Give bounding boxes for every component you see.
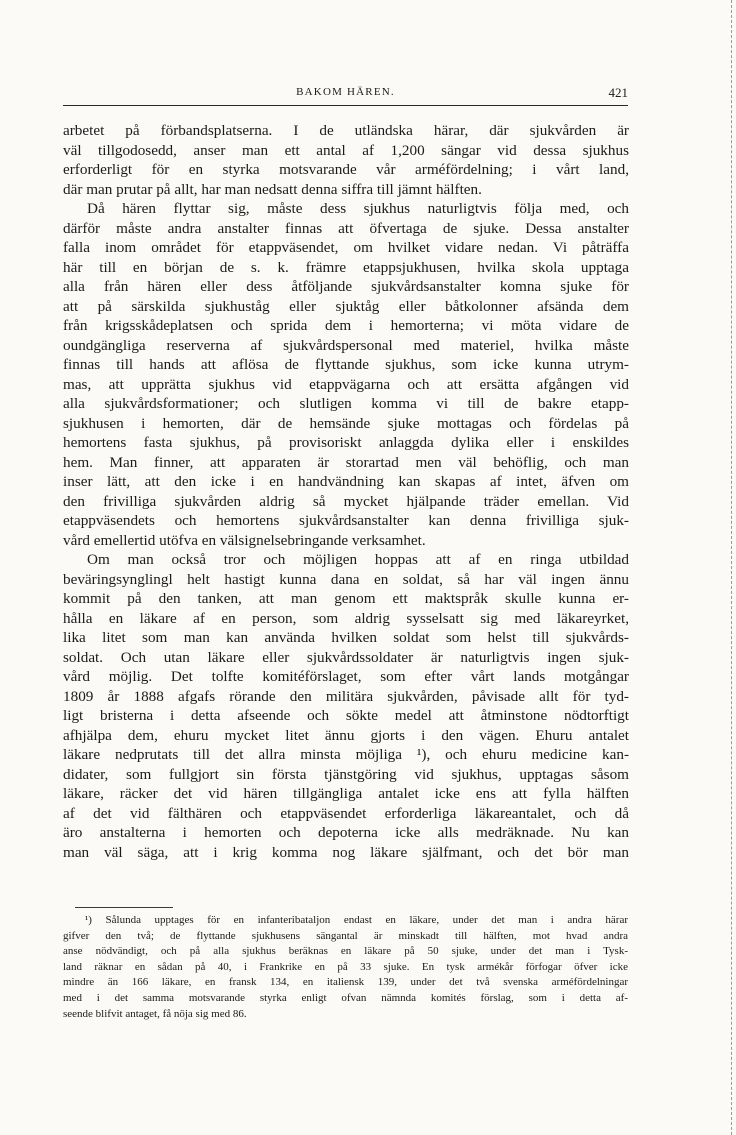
footnote-line: med i det samma motsvarande styrka enligt ofvan nämnda komités förslag, som i detta af- — [63, 991, 628, 1004]
footnote-line: land räknar en sådan på 40, i Frankrike en på 33 sjuke. En tysk armékår förfogar öfver icke — [63, 960, 628, 973]
text-line: erforderligt för en styrka motsvarande vår arméfördelning; i vårt land, — [63, 161, 629, 178]
text-line: att på särskilda sjukhuståg eller sjuktåg eller båtkolonner afsända dem — [63, 297, 629, 315]
text-line: läkare nedprutats till det allra minsta möjliga ¹), och ehuru medicine kan- — [63, 746, 629, 763]
text-line: 1809 år 1888 afgafs rörande den militära sjukvården, påvisade allt för tyd- — [63, 687, 629, 705]
text-line: af det vid fälthären och etappväsendet erforderliga läkareantalet, och då — [63, 804, 629, 822]
text-line: Om man också tror och möjligen hoppas att af en ringa utbildad — [87, 551, 629, 568]
text-line: didater, som fullgjort sin första tjänstgöring vid sjukhus, upptagas såsom — [63, 765, 629, 783]
text-line: mas, att upprätta sjukhus vid etappvägarna och att ersätta afgången vid — [63, 375, 629, 393]
text-line: väl tillgodosedd, anser man ett antal af 1,200 sängar vid dessa sjukhus — [63, 141, 629, 159]
text-line: man väl säga, att i krig komma nog läkare själfmant, och det bör man — [63, 843, 629, 861]
text-line: sjukhusen i hemorten, där de hemsände sjuke mottagas och fördelas på — [63, 414, 629, 432]
text-line: vård möjlig. Det tolfte komitéförslaget, som efter vårt lands motgångar — [63, 668, 629, 685]
text-line: där man prutar på allt, har man nedsatt denna siffra till jämnt hälften. — [63, 180, 482, 198]
text-line: Då hären flyttar sig, måste dess sjukhus naturligtvis följa med, och — [87, 200, 629, 217]
text-line: läkare, räcker det vid hären tillgängliga antalet icke ens att fylla hälften — [63, 785, 629, 802]
footnote-line: gifver den två; de flyttande sjukhusens sängantal är minskadt till hälften, mot hvad andra — [63, 929, 628, 942]
text-line: därför måste andra anstalter finnas att öfvertaga de sjuke. Dessa anstalter — [63, 219, 629, 237]
text-line: soldat. Och utan läkare eller sjukvårdssoldater är naturligtvis ingen sjuk- — [63, 648, 629, 666]
text-line: finnas till hands att aflösa de flyttande sjukhus, som icke kunna utrym- — [63, 356, 629, 373]
text-line: lika litet som man kan använda hvilken soldat som helst till sjukvårds- — [63, 629, 629, 646]
footnote-line: seende blifvit antaget, få nöja sig med 86. — [63, 1007, 247, 1020]
text-line: beväringsynglingl helt hastigt kunna dana en soldat, så har väl ingen ännu — [63, 570, 629, 588]
text-line: falla inom området för etappväsendet, om hvilket vidare nedan. Vi påträffa — [63, 239, 629, 256]
footnote-line: ¹) Sålunda upptages för en infanteribataljon endast en läkare, under det man i andra härar — [85, 914, 628, 926]
page-edge-line — [730, 0, 732, 1135]
page-header — [63, 86, 628, 104]
text-line: inser lätt, att den icke i en handvändning kan skapas af intet, äfven om — [63, 473, 629, 490]
text-line: hemortens fasta sjukhus, på provisoriskt anlaggda dylika eller i enskildes — [63, 434, 629, 451]
text-line: från krigsskådeplatsen och sprida dem i hemorterna; vi möta vidare de — [63, 317, 629, 334]
body-text — [63, 121, 629, 862]
text-line: oundgängliga reserverna af sjukvårdspersonal med materiel, hvilka måste — [63, 336, 629, 354]
text-line: afhjälpa dem, ehuru mycket litet ännu gjorts i den vägen. Ehuru antalet — [63, 726, 629, 744]
footnote-rule — [75, 907, 173, 908]
running-title: BAKOM HÄREN. — [296, 86, 395, 98]
text-line: här till en början de s. k. främre etappsjukhusen, hvilka skola upptaga — [63, 258, 629, 276]
text-line: hålla en läkare af en person, som aldrig sysselsatt sig med läkareyrket, — [63, 609, 629, 627]
page-number: 421 — [608, 85, 628, 100]
text-line: hem. Man finner, att apparaten är storartad men väl behöflig, och man — [63, 453, 629, 471]
text-line: ligt bristerna i detta afseende och sökte medel att åtminstone nödtorftigt — [63, 707, 629, 724]
text-line: äro anstalterna i hemorten och depoterna icke alls medräknade. Nu kan — [63, 824, 629, 841]
text-line: den frivilliga sjukvården aldrig så mycket hjälpande träder emellan. Vid — [63, 492, 629, 510]
text-line: alla från hären eller dess åtföljande sjukvårdsanstalter komna sjuke för — [63, 278, 629, 295]
footnote-line: anse nödvändigt, och på alla sjukhus beräknas en läkare på 50 sjuke, under det man i Tysk- — [63, 945, 628, 958]
text-line: kommit på den tanken, att man genom ett maktspråk skulle kunna er- — [63, 590, 629, 607]
text-line: vård emellertid utöfva en välsignelsebringande verksamhet. — [63, 531, 426, 549]
footnote-line: mindre än 166 läkare, en fransk 134, en italiensk 139, under det två svenska arméfördelningar — [63, 976, 628, 989]
text-line: alla sjukvårdsformationer; och slutligen komma vi till de bakre etapp- — [63, 395, 629, 412]
header-rule — [63, 105, 628, 106]
text-line: arbetet på förbandsplatserna. I de utländska härar, där sjukvården är — [63, 122, 629, 139]
footnotes — [63, 913, 628, 1022]
text-line: etappväsendets och hemortens sjukvårdsanstalter kan denna frivilliga sjuk- — [63, 512, 629, 529]
